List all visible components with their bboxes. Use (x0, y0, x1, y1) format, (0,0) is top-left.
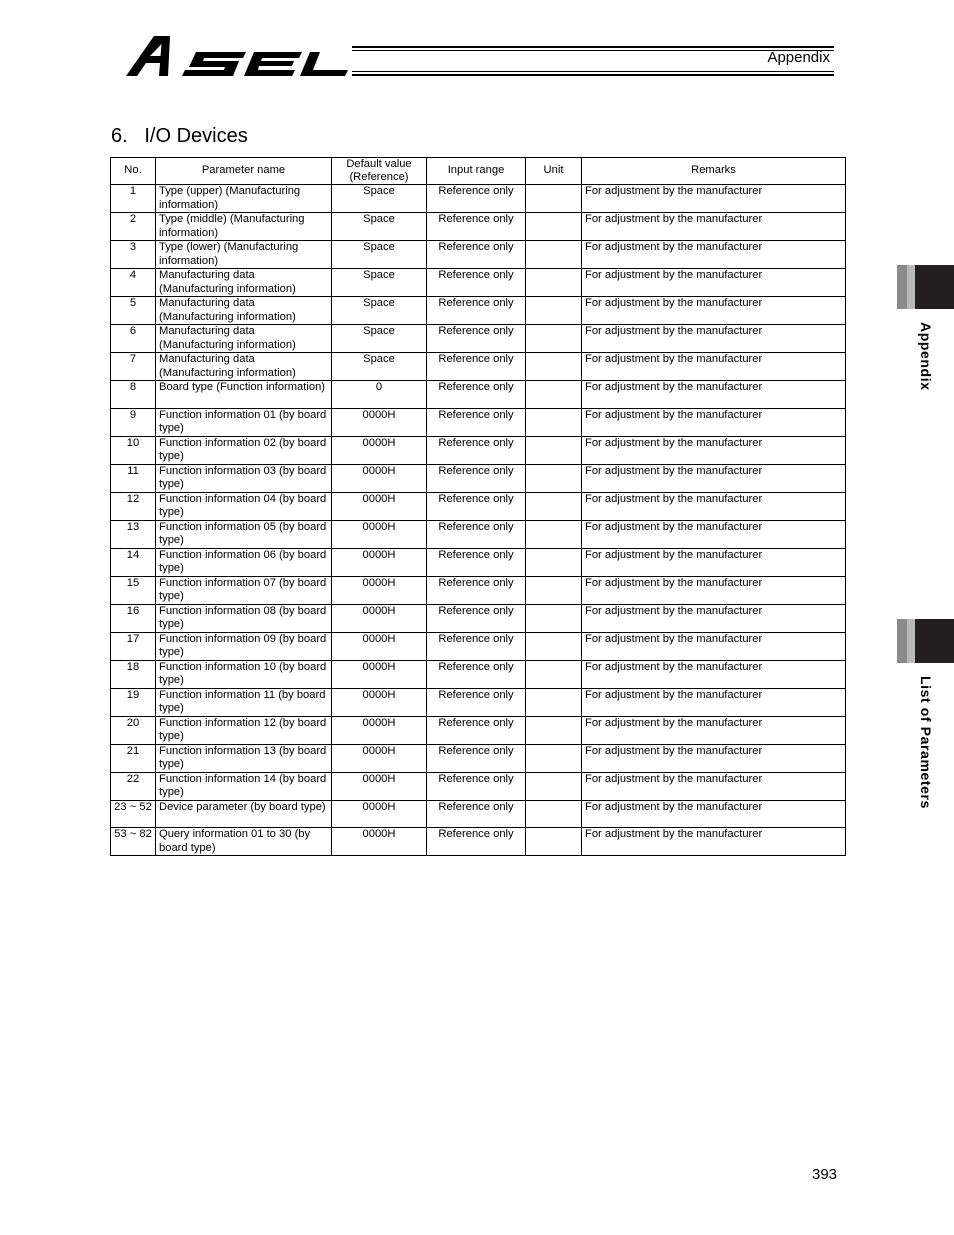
cell-input-range: Reference only (427, 828, 526, 856)
cell-no: 12 (111, 492, 156, 520)
cell-input-range: Reference only (427, 604, 526, 632)
cell-default-value: Space (332, 269, 427, 297)
table-row (111, 520, 846, 548)
cell-input-range: Reference only (427, 185, 526, 213)
cell-no: 4 (111, 269, 156, 297)
cell-default-value: 0000H (332, 604, 427, 632)
cell-no: 9 (111, 408, 156, 436)
cell-unit (526, 241, 582, 269)
side-tab-appendix-label: Appendix (918, 322, 934, 391)
table-row (111, 800, 846, 828)
header-parameter-name: Parameter name (156, 158, 332, 185)
cell-default-value: 0000H (332, 800, 427, 828)
cell-remarks: For adjustment by the manufacturer (582, 464, 846, 492)
cell-parameter-name: Type (lower) (Manufacturing information) (156, 241, 332, 269)
cell-input-range: Reference only (427, 772, 526, 800)
cell-default-value: 0000H (332, 492, 427, 520)
cell-remarks: For adjustment by the manufacturer (582, 492, 846, 520)
header-remarks: Remarks (582, 158, 846, 185)
table-row (111, 436, 846, 464)
cell-no: 21 (111, 744, 156, 772)
cell-no: 20 (111, 716, 156, 744)
cell-remarks: For adjustment by the manufacturer (582, 353, 846, 381)
cell-default-value: 0000H (332, 772, 427, 800)
cell-default-value: 0000H (332, 716, 427, 744)
cell-unit (526, 436, 582, 464)
table-row (111, 464, 846, 492)
cell-parameter-name: Manufacturing data (Manufacturing information) (156, 325, 332, 353)
cell-no: 15 (111, 576, 156, 604)
table-row (111, 353, 846, 381)
cell-remarks: For adjustment by the manufacturer (582, 772, 846, 800)
cell-no: 22 (111, 772, 156, 800)
cell-unit (526, 492, 582, 520)
cell-input-range: Reference only (427, 632, 526, 660)
table-row (111, 576, 846, 604)
cell-unit (526, 688, 582, 716)
cell-no: 1 (111, 185, 156, 213)
cell-no: 53 ~ 82 (111, 828, 156, 856)
cell-remarks: For adjustment by the manufacturer (582, 297, 846, 325)
header-default-value: Default value (Reference) (332, 158, 427, 185)
cell-parameter-name: Function information 09 (by board type) (156, 632, 332, 660)
cell-remarks: For adjustment by the manufacturer (582, 688, 846, 716)
cell-unit (526, 408, 582, 436)
cell-parameter-name: Function information 11 (by board type) (156, 688, 332, 716)
cell-input-range: Reference only (427, 520, 526, 548)
cell-input-range: Reference only (427, 381, 526, 409)
cell-default-value: 0000H (332, 744, 427, 772)
table-row (111, 716, 846, 744)
cell-no: 3 (111, 241, 156, 269)
cell-parameter-name: Function information 03 (by board type) (156, 464, 332, 492)
cell-remarks: For adjustment by the manufacturer (582, 604, 846, 632)
cell-parameter-name: Function information 14 (by board type) (156, 772, 332, 800)
cell-default-value: 0000H (332, 688, 427, 716)
cell-unit (526, 213, 582, 241)
cell-no: 18 (111, 660, 156, 688)
cell-no: 19 (111, 688, 156, 716)
cell-remarks: For adjustment by the manufacturer (582, 576, 846, 604)
cell-parameter-name: Manufacturing data (Manufacturing information) (156, 269, 332, 297)
cell-input-range: Reference only (427, 688, 526, 716)
cell-parameter-name: Function information 06 (by board type) (156, 548, 332, 576)
cell-input-range: Reference only (427, 492, 526, 520)
cell-parameter-name: Function information 13 (by board type) (156, 744, 332, 772)
cell-input-range: Reference only (427, 297, 526, 325)
cell-default-value: 0000H (332, 464, 427, 492)
cell-input-range: Reference only (427, 353, 526, 381)
header-rule-lower-thin (352, 71, 834, 72)
cell-unit (526, 548, 582, 576)
cell-no: 6 (111, 325, 156, 353)
cell-remarks: For adjustment by the manufacturer (582, 408, 846, 436)
cell-unit (526, 381, 582, 409)
cell-remarks: For adjustment by the manufacturer (582, 269, 846, 297)
cell-remarks: For adjustment by the manufacturer (582, 828, 846, 856)
cell-default-value: Space (332, 213, 427, 241)
cell-unit (526, 604, 582, 632)
cell-remarks: For adjustment by the manufacturer (582, 185, 846, 213)
cell-unit (526, 800, 582, 828)
table-row (111, 660, 846, 688)
cell-parameter-name: Function information 02 (by board type) (156, 436, 332, 464)
cell-input-range: Reference only (427, 241, 526, 269)
cell-input-range: Reference only (427, 576, 526, 604)
header-no: No. (111, 158, 156, 185)
cell-remarks: For adjustment by the manufacturer (582, 381, 846, 409)
cell-no: 16 (111, 604, 156, 632)
cell-input-range: Reference only (427, 800, 526, 828)
cell-default-value: 0000H (332, 828, 427, 856)
side-tab-parameters-marker (897, 619, 954, 663)
cell-input-range: Reference only (427, 744, 526, 772)
cell-no: 14 (111, 548, 156, 576)
cell-input-range: Reference only (427, 269, 526, 297)
cell-input-range: Reference only (427, 408, 526, 436)
asel-logo (124, 32, 349, 80)
table-row (111, 297, 846, 325)
cell-unit (526, 828, 582, 856)
cell-parameter-name: Function information 01 (by board type) (156, 408, 332, 436)
table-row (111, 381, 846, 409)
table-row (111, 632, 846, 660)
page-number: 393 (812, 1166, 838, 1183)
cell-input-range: Reference only (427, 464, 526, 492)
cell-input-range: Reference only (427, 716, 526, 744)
cell-default-value: Space (332, 297, 427, 325)
cell-unit (526, 520, 582, 548)
cell-remarks: For adjustment by the manufacturer (582, 520, 846, 548)
cell-no: 7 (111, 353, 156, 381)
cell-unit (526, 185, 582, 213)
cell-no: 11 (111, 464, 156, 492)
cell-parameter-name: Type (upper) (Manufacturing information) (156, 185, 332, 213)
side-tab-parameters-label: List of Parameters (918, 676, 934, 809)
cell-unit (526, 716, 582, 744)
cell-parameter-name: Manufacturing data (Manufacturing information) (156, 353, 332, 381)
cell-parameter-name: Manufacturing data (Manufacturing information) (156, 297, 332, 325)
cell-input-range: Reference only (427, 325, 526, 353)
cell-no: 13 (111, 520, 156, 548)
cell-parameter-name: Type (middle) (Manufacturing information) (156, 213, 332, 241)
table-row (111, 492, 846, 520)
cell-unit (526, 660, 582, 688)
table-row (111, 408, 846, 436)
cell-no: 5 (111, 297, 156, 325)
cell-unit (526, 269, 582, 297)
cell-default-value: 0 (332, 381, 427, 409)
cell-unit (526, 325, 582, 353)
cell-parameter-name: Board type (Function information) (156, 381, 332, 409)
cell-default-value: 0000H (332, 632, 427, 660)
cell-parameter-name: Device parameter (by board type) (156, 800, 332, 828)
cell-parameter-name: Function information 12 (by board type) (156, 716, 332, 744)
table-header-row (111, 158, 846, 185)
cell-parameter-name: Query information 01 to 30 (by board type) (156, 828, 332, 856)
header-rule-top (352, 46, 834, 48)
cell-default-value: 0000H (332, 548, 427, 576)
cell-no: 10 (111, 436, 156, 464)
cell-input-range: Reference only (427, 213, 526, 241)
table-row (111, 604, 846, 632)
cell-unit (526, 353, 582, 381)
cell-parameter-name: Function information 10 (by board type) (156, 660, 332, 688)
cell-default-value: 0000H (332, 576, 427, 604)
cell-unit (526, 297, 582, 325)
cell-default-value: 0000H (332, 520, 427, 548)
side-tab-appendix-marker (897, 265, 954, 309)
cell-parameter-name: Function information 05 (by board type) (156, 520, 332, 548)
cell-remarks: For adjustment by the manufacturer (582, 436, 846, 464)
cell-default-value: Space (332, 353, 427, 381)
table-row (111, 744, 846, 772)
cell-remarks: For adjustment by the manufacturer (582, 632, 846, 660)
header-input-range: Input range (427, 158, 526, 185)
cell-remarks: For adjustment by the manufacturer (582, 548, 846, 576)
table-row (111, 828, 846, 856)
cell-unit (526, 744, 582, 772)
page-title: 6. I/O Devices (111, 125, 248, 147)
cell-parameter-name: Function information 04 (by board type) (156, 492, 332, 520)
table-row (111, 325, 846, 353)
header-rule-bottom (352, 74, 834, 76)
cell-default-value: Space (332, 325, 427, 353)
table-row (111, 269, 846, 297)
parameters-table (110, 157, 846, 856)
cell-default-value: 0000H (332, 408, 427, 436)
cell-unit (526, 576, 582, 604)
cell-input-range: Reference only (427, 548, 526, 576)
cell-no: 17 (111, 632, 156, 660)
table-row (111, 185, 846, 213)
header-section-label: Appendix (767, 49, 830, 66)
header-unit: Unit (526, 158, 582, 185)
table-row (111, 688, 846, 716)
cell-no: 8 (111, 381, 156, 409)
cell-default-value: 0000H (332, 660, 427, 688)
table-row (111, 772, 846, 800)
cell-default-value: 0000H (332, 436, 427, 464)
table-row (111, 548, 846, 576)
cell-remarks: For adjustment by the manufacturer (582, 800, 846, 828)
cell-parameter-name: Function information 07 (by board type) (156, 576, 332, 604)
cell-default-value: Space (332, 185, 427, 213)
cell-remarks: For adjustment by the manufacturer (582, 660, 846, 688)
cell-input-range: Reference only (427, 436, 526, 464)
table-row (111, 213, 846, 241)
table-row (111, 241, 846, 269)
cell-unit (526, 464, 582, 492)
cell-unit (526, 772, 582, 800)
cell-no: 23 ~ 52 (111, 800, 156, 828)
cell-remarks: For adjustment by the manufacturer (582, 213, 846, 241)
cell-default-value: Space (332, 241, 427, 269)
cell-remarks: For adjustment by the manufacturer (582, 325, 846, 353)
cell-remarks: For adjustment by the manufacturer (582, 716, 846, 744)
cell-remarks: For adjustment by the manufacturer (582, 241, 846, 269)
cell-remarks: For adjustment by the manufacturer (582, 744, 846, 772)
cell-input-range: Reference only (427, 660, 526, 688)
cell-parameter-name: Function information 08 (by board type) (156, 604, 332, 632)
cell-unit (526, 632, 582, 660)
cell-no: 2 (111, 213, 156, 241)
